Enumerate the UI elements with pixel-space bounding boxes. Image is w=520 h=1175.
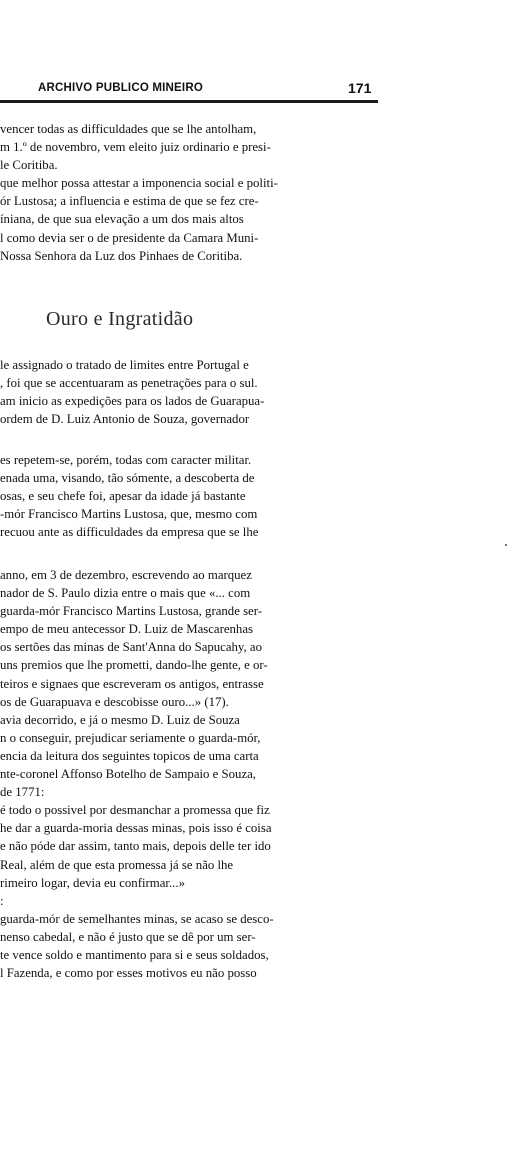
text-line: osas, e seu chefe foi, apesar da idade já bastante [0, 489, 246, 504]
text-line: vencer todas as difficuldades que se lhe antolham, [0, 122, 257, 136]
text-line: os de Guarapuava e descobisse ouro...» (17). [0, 694, 229, 709]
text-line: uns premios que lhe prometti, dando-lhe gente, e or- [0, 658, 268, 673]
text-line: te vence soldo e mantimento para si e seus soldados, [0, 947, 269, 962]
text-line: nador de S. Paulo dizia entre o mais que «... com [0, 586, 251, 601]
text-line: avia decorrido, e já o mesmo D. Luiz de Souza [0, 712, 240, 727]
text-line: -mór Francisco Martins Lustosa, que, mesmo com [0, 507, 258, 522]
paragraph-1 [0, 120, 278, 265]
paragraph-2 [0, 356, 264, 428]
header-rule [0, 100, 378, 103]
text-line: e não póde dar assim, tanto mais, depois delle ter ido [0, 839, 271, 854]
text-line: m 1.º de novembro, vem eleito juiz ordinario e presi- [0, 140, 271, 155]
text-line: Real, além de que esta promessa já se não lhe [0, 857, 234, 872]
text-line: am inicio as expedições para os lados de Guarapua- [0, 394, 265, 409]
text-line: é todo o possivel por desmanchar a promessa que fiz [0, 803, 270, 818]
page-number: 171 [348, 80, 372, 96]
text-line: de 1771: [0, 785, 45, 800]
text-line: le Coritiba. [0, 158, 58, 173]
text-line: encia da leitura dos seguintes topicos de uma carta [0, 748, 259, 763]
text-line: recuou ante as difficuldades da empresa que se lhe [0, 525, 259, 540]
text-line: , foi que se accentuaram as penetrações para o sul. [0, 376, 258, 391]
text-line: nte-coronel Affonso Botelho de Sampaio e Souza, [0, 767, 256, 782]
text-line: l como devia ser o de presidente da Camara Muni- [0, 230, 259, 245]
text-line: teiros e signaes que escreveram os antigos, entrasse [0, 676, 264, 691]
text-line: os sertões das minas de Sant'Anna do Sapucahy, ao [0, 640, 262, 655]
text-line: que melhor possa attestar a imponencia social e politi- [0, 176, 278, 191]
text-line: guarda-mór de semelhantes minas, se acaso se desco- [0, 911, 274, 926]
text-line: ór Lustosa; a influencia e estima de que se fez cre- [0, 194, 259, 209]
text-line: nenso cabedal, e não é justo que se dê por um ser- [0, 929, 256, 944]
text-line: empo de meu antecessor D. Luiz de Mascarenhas [0, 622, 253, 637]
paragraph-3 [0, 451, 258, 541]
section-heading: Ouro e Ingratidão [46, 308, 194, 330]
running-header [0, 80, 376, 98]
text-line: guarda-mór Francisco Martins Lustosa, grande ser- [0, 604, 262, 619]
text-line: ordem de D. Luiz Antonio de Souza, governador [0, 412, 250, 427]
text-line: es repetem-se, porém, todas com caracter militar. [0, 453, 252, 467]
text-line: l Fazenda, e como por esses motivos eu não posso [0, 966, 257, 981]
text-line: anno, em 3 de dezembro, escrevendo ao marquez [0, 568, 252, 582]
margin-speck [505, 544, 507, 546]
text-line: le assignado o tratado de limites entre Portugal e [0, 358, 249, 372]
text-line: Nossa Senhora da Luz dos Pinhaes de Coritiba. [0, 248, 243, 263]
text-line: íniana, de que sua elevação a um dos mais altos [0, 212, 244, 227]
text-line: rimeiro logar, devia eu confirmar...» [0, 875, 185, 890]
journal-title: ARCHIVO PUBLICO MINEIRO [38, 82, 203, 94]
paragraph-4 [0, 566, 274, 982]
text-line: : [0, 893, 4, 908]
text-line: enada uma, visando, tão sómente, a descoberta de [0, 471, 255, 486]
text-line: n o conseguir, prejudicar seriamente o guarda-mór, [0, 730, 261, 745]
text-line: he dar a guarda-moria dessas minas, pois isso é coisa [0, 821, 272, 836]
